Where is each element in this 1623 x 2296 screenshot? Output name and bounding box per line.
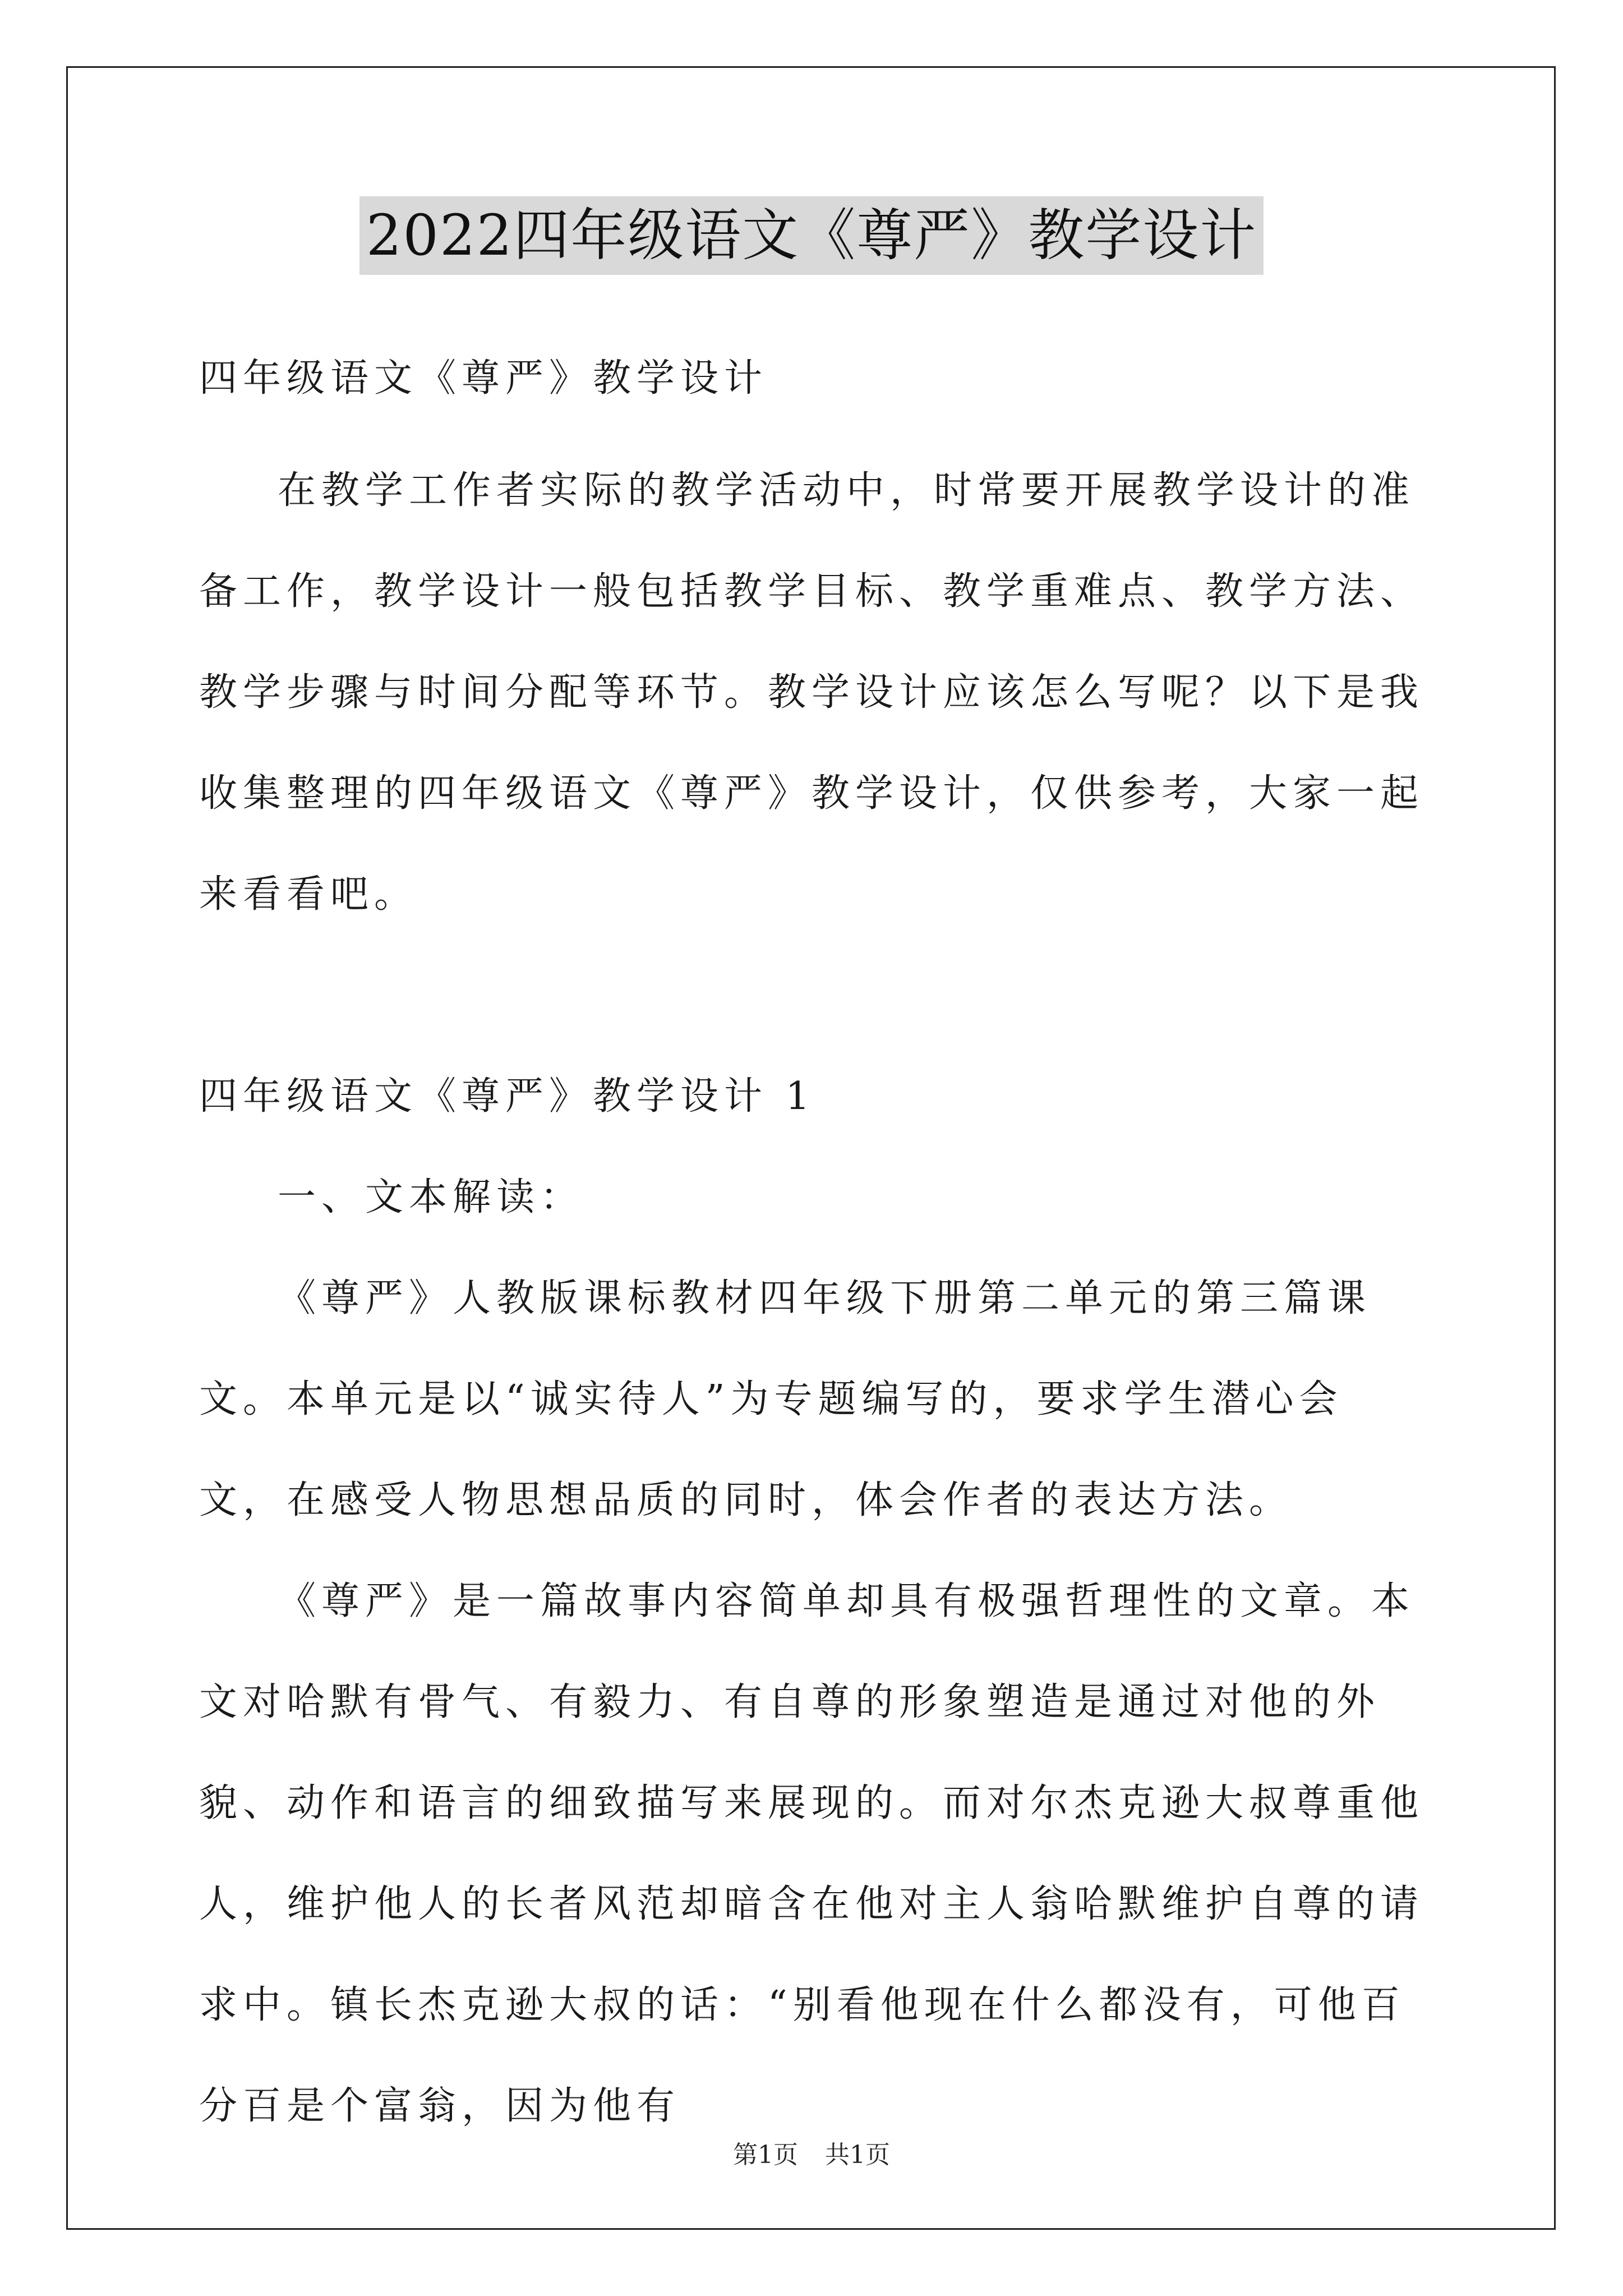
part-heading: 一、文本解读： bbox=[278, 1175, 584, 1220]
document-body bbox=[199, 328, 1430, 2157]
body-paragraph: 《尊严》是一篇故事内容简单却具有极强哲理性的文章。本文对哈默有骨气、有毅力、有自尊的形象塑造是通过对他的外貌、动作和语言的细致描写来展现的。而对尔杰克逊大叔尊重他人，维护他人的长者风范却暗含在他对主人翁哈默维护自尊的请求中。镇长杰克逊大叔的话：“别看他现在什么都没有，可他百分百是个富翁，因为他有 bbox=[199, 1579, 1424, 2128]
title-wrap bbox=[0, 196, 1623, 275]
subtitle: 四年级语文《尊严》教学设计 bbox=[199, 356, 768, 401]
page-total: 共1页 bbox=[825, 2141, 890, 2169]
section-heading: 四年级语文《尊严》教学设计 1 bbox=[199, 1074, 815, 1119]
page-footer bbox=[0, 2134, 1623, 2170]
intro-paragraph: 在教学工作者实际的教学活动中，时常要开展教学设计的准备工作，教学设计一般包括教学目标、教学重难点、教学方法、教学步骤与时间分配等环节。教学设计应该怎么写呢？以下是我收集整理的四年级语文《尊严》教学设计，仅供参考，大家一起来看看吧。 bbox=[199, 468, 1424, 917]
body-paragraph: 《尊严》人教版课标教材四年级下册第二单元的第三篇课文。本单元是以“诚实待人”为专题编写的，要求学生潜心会文，在感受人物思想品质的同时，体会作者的表达方法。 bbox=[199, 1276, 1372, 1522]
document-title: 2022四年级语文《尊严》教学设计 bbox=[359, 196, 1264, 275]
page-number: 第1页 bbox=[733, 2141, 798, 2169]
